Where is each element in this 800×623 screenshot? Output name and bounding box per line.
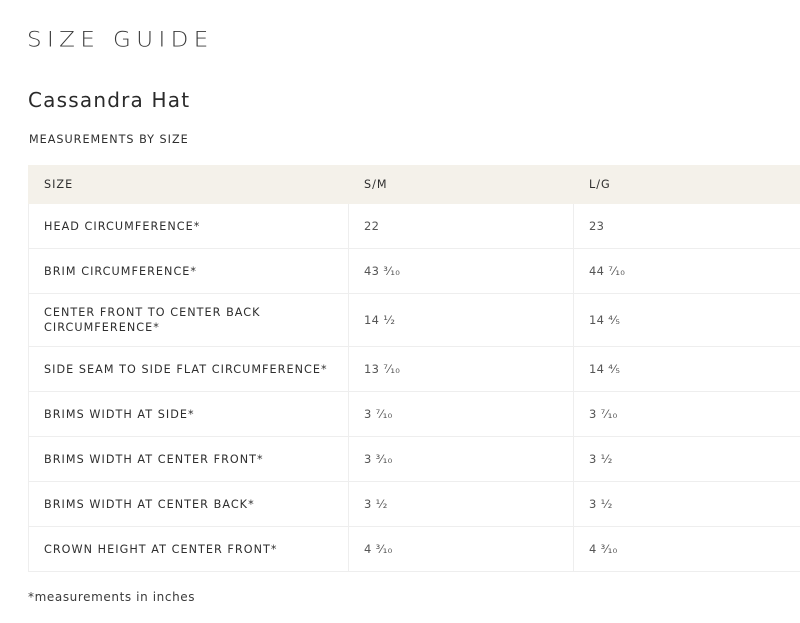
table-row	[29, 482, 800, 527]
value-sm: 13 ⁷⁄₁₀	[349, 347, 574, 392]
value-sm: 3 ³⁄₁₀	[349, 437, 574, 482]
row-label: CENTER FRONT TO CENTER BACK CIRCUMFERENCE*	[29, 294, 349, 347]
value-sm: 4 ³⁄₁₀	[349, 527, 574, 572]
table-row	[29, 204, 800, 249]
value-lg: 4 ³⁄₁₀	[574, 527, 800, 572]
value-lg: 3 ⁷⁄₁₀	[574, 392, 800, 437]
row-label: BRIMS WIDTH AT SIDE*	[29, 392, 349, 437]
section-label: MEASUREMENTS BY SIZE	[29, 133, 189, 146]
page-title: SIZE GUIDE	[27, 27, 214, 52]
table-row	[29, 347, 800, 392]
row-label: BRIMS WIDTH AT CENTER BACK*	[29, 482, 349, 527]
footnote: *measurements in inches	[28, 590, 196, 604]
column-header-size: SIZE	[29, 166, 349, 204]
table-row	[29, 527, 800, 572]
table-row	[29, 437, 800, 482]
column-header-lg: L/G	[574, 166, 800, 204]
value-lg: 3 ¹⁄₂	[574, 437, 800, 482]
row-label: SIDE SEAM TO SIDE FLAT CIRCUMFERENCE*	[29, 347, 349, 392]
row-label: BRIM CIRCUMFERENCE*	[29, 249, 349, 294]
table-row	[29, 392, 800, 437]
value-sm: 22	[349, 204, 574, 249]
value-sm: 3 ¹⁄₂	[349, 482, 574, 527]
size-table	[28, 165, 800, 572]
product-name: Cassandra Hat	[28, 88, 191, 112]
table-row	[29, 294, 800, 347]
row-label: CROWN HEIGHT AT CENTER FRONT*	[29, 527, 349, 572]
table-row	[29, 249, 800, 294]
value-lg: 14 ⁴⁄₅	[574, 347, 800, 392]
value-lg: 23	[574, 204, 800, 249]
value-lg: 3 ¹⁄₂	[574, 482, 800, 527]
row-label: BRIMS WIDTH AT CENTER FRONT*	[29, 437, 349, 482]
value-sm: 3 ⁷⁄₁₀	[349, 392, 574, 437]
value-lg: 44 ⁷⁄₁₀	[574, 249, 800, 294]
table-header-row	[29, 166, 800, 204]
row-label: HEAD CIRCUMFERENCE*	[29, 204, 349, 249]
value-lg: 14 ⁴⁄₅	[574, 294, 800, 347]
value-sm: 43 ³⁄₁₀	[349, 249, 574, 294]
value-sm: 14 ¹⁄₂	[349, 294, 574, 347]
column-header-sm: S/M	[349, 166, 574, 204]
